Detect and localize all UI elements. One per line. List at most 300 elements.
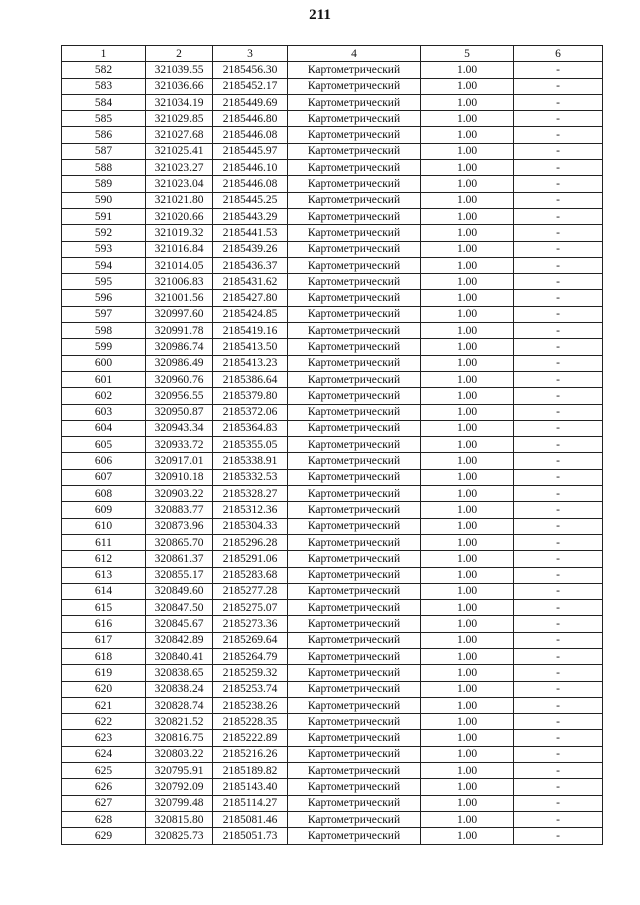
note-cell: - (514, 241, 603, 257)
x-coordinate-cell: 321016.84 (146, 241, 213, 257)
table-row (62, 600, 603, 616)
y-coordinate-cell: 2185238.26 (213, 697, 288, 713)
x-coordinate-cell: 321001.56 (146, 290, 213, 306)
x-coordinate-cell: 321006.83 (146, 274, 213, 290)
accuracy-cell: 1.00 (421, 241, 514, 257)
note-cell: - (514, 795, 603, 811)
note-cell: - (514, 355, 603, 371)
x-coordinate-cell: 320795.91 (146, 763, 213, 779)
accuracy-cell: 1.00 (421, 714, 514, 730)
y-coordinate-cell: 2185296.28 (213, 534, 288, 550)
table-row (62, 371, 603, 387)
y-coordinate-cell: 2185264.79 (213, 648, 288, 664)
point-number-cell: 601 (62, 371, 146, 387)
y-coordinate-cell: 2185277.28 (213, 583, 288, 599)
page-number: 211 (309, 7, 331, 23)
table-row (62, 208, 603, 224)
y-coordinate-cell: 2185328.27 (213, 486, 288, 502)
note-cell: - (514, 697, 603, 713)
table-row (62, 469, 603, 485)
note-cell: - (514, 62, 603, 78)
y-coordinate-cell: 2185372.06 (213, 404, 288, 420)
column-header-3: 3 (213, 46, 288, 62)
column-header-6: 6 (514, 46, 603, 62)
point-number-cell: 592 (62, 225, 146, 241)
table-row (62, 534, 603, 550)
y-coordinate-cell: 2185275.07 (213, 600, 288, 616)
x-coordinate-cell: 320821.52 (146, 714, 213, 730)
accuracy-cell: 1.00 (421, 404, 514, 420)
note-cell: - (514, 225, 603, 241)
note-cell: - (514, 681, 603, 697)
accuracy-cell: 1.00 (421, 746, 514, 762)
note-cell: - (514, 567, 603, 583)
accuracy-cell: 1.00 (421, 274, 514, 290)
point-number-cell: 610 (62, 518, 146, 534)
table-row (62, 616, 603, 632)
y-coordinate-cell: 2185446.08 (213, 127, 288, 143)
y-coordinate-cell: 2185445.25 (213, 192, 288, 208)
point-number-cell: 608 (62, 486, 146, 502)
table-row (62, 111, 603, 127)
point-number-cell: 621 (62, 697, 146, 713)
method-cell: Картометрический (288, 763, 421, 779)
table-row (62, 779, 603, 795)
note-cell: - (514, 665, 603, 681)
method-cell: Картометрический (288, 534, 421, 550)
point-number-cell: 607 (62, 469, 146, 485)
method-cell: Картометрический (288, 371, 421, 387)
point-number-cell: 618 (62, 648, 146, 664)
note-cell: - (514, 388, 603, 404)
point-number-cell: 609 (62, 502, 146, 518)
x-coordinate-cell: 321039.55 (146, 62, 213, 78)
x-coordinate-cell: 320903.22 (146, 486, 213, 502)
y-coordinate-cell: 2185419.16 (213, 323, 288, 339)
y-coordinate-cell: 2185364.83 (213, 420, 288, 436)
x-coordinate-cell: 320815.80 (146, 811, 213, 827)
note-cell: - (514, 730, 603, 746)
note-cell: - (514, 94, 603, 110)
y-coordinate-cell: 2185446.80 (213, 111, 288, 127)
coordinates-table (61, 45, 603, 845)
point-number-cell: 606 (62, 453, 146, 469)
note-cell: - (514, 600, 603, 616)
point-number-cell: 585 (62, 111, 146, 127)
method-cell: Картометрический (288, 648, 421, 664)
table-row (62, 290, 603, 306)
column-header-4: 4 (288, 46, 421, 62)
table-row (62, 746, 603, 762)
accuracy-cell: 1.00 (421, 730, 514, 746)
accuracy-cell: 1.00 (421, 795, 514, 811)
y-coordinate-cell: 2185253.74 (213, 681, 288, 697)
table-row (62, 62, 603, 78)
point-number-cell: 613 (62, 567, 146, 583)
table-row (62, 648, 603, 664)
method-cell: Картометрический (288, 828, 421, 844)
method-cell: Картометрический (288, 469, 421, 485)
accuracy-cell: 1.00 (421, 143, 514, 159)
table-row (62, 811, 603, 827)
note-cell: - (514, 257, 603, 273)
x-coordinate-cell: 320943.34 (146, 420, 213, 436)
point-number-cell: 586 (62, 127, 146, 143)
method-cell: Картометрический (288, 388, 421, 404)
point-number-cell: 622 (62, 714, 146, 730)
accuracy-cell: 1.00 (421, 111, 514, 127)
accuracy-cell: 1.00 (421, 208, 514, 224)
accuracy-cell: 1.00 (421, 192, 514, 208)
point-number-cell: 589 (62, 176, 146, 192)
x-coordinate-cell: 320986.49 (146, 355, 213, 371)
y-coordinate-cell: 2185446.10 (213, 160, 288, 176)
note-cell: - (514, 486, 603, 502)
point-number-cell: 629 (62, 828, 146, 844)
note-cell: - (514, 437, 603, 453)
method-cell: Картометрический (288, 681, 421, 697)
table-row (62, 583, 603, 599)
x-coordinate-cell: 320845.67 (146, 616, 213, 632)
point-number-cell: 623 (62, 730, 146, 746)
accuracy-cell: 1.00 (421, 78, 514, 94)
y-coordinate-cell: 2185441.53 (213, 225, 288, 241)
y-coordinate-cell: 2185291.06 (213, 551, 288, 567)
method-cell: Картометрический (288, 241, 421, 257)
accuracy-cell: 1.00 (421, 681, 514, 697)
point-number-cell: 615 (62, 600, 146, 616)
point-number-cell: 588 (62, 160, 146, 176)
x-coordinate-cell: 320803.22 (146, 746, 213, 762)
note-cell: - (514, 143, 603, 159)
x-coordinate-cell: 320842.89 (146, 632, 213, 648)
method-cell: Картометрический (288, 143, 421, 159)
table-row (62, 518, 603, 534)
point-number-cell: 599 (62, 339, 146, 355)
y-coordinate-cell: 2185081.46 (213, 811, 288, 827)
method-cell: Картометрический (288, 127, 421, 143)
y-coordinate-cell: 2185386.64 (213, 371, 288, 387)
accuracy-cell: 1.00 (421, 306, 514, 322)
table-row (62, 632, 603, 648)
table-row (62, 828, 603, 844)
table-row (62, 355, 603, 371)
accuracy-cell: 1.00 (421, 534, 514, 550)
note-cell: - (514, 208, 603, 224)
point-number-cell: 625 (62, 763, 146, 779)
accuracy-cell: 1.00 (421, 763, 514, 779)
table-row (62, 257, 603, 273)
table-row (62, 176, 603, 192)
note-cell: - (514, 274, 603, 290)
x-coordinate-cell: 320991.78 (146, 323, 213, 339)
x-coordinate-cell: 320883.77 (146, 502, 213, 518)
note-cell: - (514, 306, 603, 322)
y-coordinate-cell: 2185259.32 (213, 665, 288, 681)
x-coordinate-cell: 320956.55 (146, 388, 213, 404)
point-number-cell: 598 (62, 323, 146, 339)
x-coordinate-cell: 320910.18 (146, 469, 213, 485)
note-cell: - (514, 469, 603, 485)
note-cell: - (514, 404, 603, 420)
accuracy-cell: 1.00 (421, 323, 514, 339)
x-coordinate-cell: 320825.73 (146, 828, 213, 844)
accuracy-cell: 1.00 (421, 420, 514, 436)
method-cell: Картометрический (288, 404, 421, 420)
accuracy-cell: 1.00 (421, 469, 514, 485)
table-row (62, 665, 603, 681)
accuracy-cell: 1.00 (421, 388, 514, 404)
note-cell: - (514, 828, 603, 844)
y-coordinate-cell: 2185424.85 (213, 306, 288, 322)
note-cell: - (514, 111, 603, 127)
y-coordinate-cell: 2185189.82 (213, 763, 288, 779)
point-number-cell: 593 (62, 241, 146, 257)
method-cell: Картометрический (288, 600, 421, 616)
table-row (62, 730, 603, 746)
table-row (62, 404, 603, 420)
accuracy-cell: 1.00 (421, 486, 514, 502)
point-number-cell: 594 (62, 257, 146, 273)
table-row (62, 795, 603, 811)
accuracy-cell: 1.00 (421, 453, 514, 469)
x-coordinate-cell: 320873.96 (146, 518, 213, 534)
y-coordinate-cell: 2185449.69 (213, 94, 288, 110)
y-coordinate-cell: 2185216.26 (213, 746, 288, 762)
accuracy-cell: 1.00 (421, 437, 514, 453)
accuracy-cell: 1.00 (421, 665, 514, 681)
table-row (62, 225, 603, 241)
y-coordinate-cell: 2185304.33 (213, 518, 288, 534)
point-number-cell: 627 (62, 795, 146, 811)
accuracy-cell: 1.00 (421, 290, 514, 306)
note-cell: - (514, 763, 603, 779)
y-coordinate-cell: 2185222.89 (213, 730, 288, 746)
method-cell: Картометрический (288, 811, 421, 827)
x-coordinate-cell: 320847.50 (146, 600, 213, 616)
x-coordinate-cell: 320838.65 (146, 665, 213, 681)
y-coordinate-cell: 2185413.23 (213, 355, 288, 371)
table-body (62, 62, 603, 844)
method-cell: Картометрический (288, 779, 421, 795)
table-row (62, 94, 603, 110)
accuracy-cell: 1.00 (421, 583, 514, 599)
note-cell: - (514, 453, 603, 469)
method-cell: Картометрический (288, 583, 421, 599)
y-coordinate-cell: 2185443.29 (213, 208, 288, 224)
accuracy-cell: 1.00 (421, 551, 514, 567)
table-row (62, 681, 603, 697)
y-coordinate-cell: 2185436.37 (213, 257, 288, 273)
table-row (62, 160, 603, 176)
method-cell: Картометрический (288, 730, 421, 746)
table-row (62, 437, 603, 453)
note-cell: - (514, 339, 603, 355)
note-cell: - (514, 371, 603, 387)
table-row (62, 388, 603, 404)
note-cell: - (514, 779, 603, 795)
method-cell: Картометрический (288, 208, 421, 224)
accuracy-cell: 1.00 (421, 257, 514, 273)
accuracy-cell: 1.00 (421, 616, 514, 632)
y-coordinate-cell: 2185273.36 (213, 616, 288, 632)
y-coordinate-cell: 2185269.64 (213, 632, 288, 648)
method-cell: Картометрический (288, 665, 421, 681)
method-cell: Картометрический (288, 339, 421, 355)
y-coordinate-cell: 2185427.80 (213, 290, 288, 306)
accuracy-cell: 1.00 (421, 567, 514, 583)
method-cell: Картометрический (288, 94, 421, 110)
x-coordinate-cell: 320933.72 (146, 437, 213, 453)
accuracy-cell: 1.00 (421, 697, 514, 713)
y-coordinate-cell: 2185283.68 (213, 567, 288, 583)
note-cell: - (514, 127, 603, 143)
y-coordinate-cell: 2185338.91 (213, 453, 288, 469)
x-coordinate-cell: 320950.87 (146, 404, 213, 420)
method-cell: Картометрический (288, 62, 421, 78)
x-coordinate-cell: 320840.41 (146, 648, 213, 664)
accuracy-cell: 1.00 (421, 371, 514, 387)
point-number-cell: 614 (62, 583, 146, 599)
accuracy-cell: 1.00 (421, 62, 514, 78)
method-cell: Картометрический (288, 795, 421, 811)
table-row (62, 551, 603, 567)
note-cell: - (514, 420, 603, 436)
y-coordinate-cell: 2185228.35 (213, 714, 288, 730)
method-cell: Картометрический (288, 632, 421, 648)
method-cell: Картометрический (288, 616, 421, 632)
point-number-cell: 595 (62, 274, 146, 290)
method-cell: Картометрический (288, 486, 421, 502)
method-cell: Картометрический (288, 176, 421, 192)
accuracy-cell: 1.00 (421, 600, 514, 616)
table-row (62, 339, 603, 355)
table-row (62, 420, 603, 436)
method-cell: Картометрический (288, 551, 421, 567)
x-coordinate-cell: 320838.24 (146, 681, 213, 697)
accuracy-cell: 1.00 (421, 355, 514, 371)
accuracy-cell: 1.00 (421, 127, 514, 143)
table-row (62, 127, 603, 143)
method-cell: Картометрический (288, 518, 421, 534)
point-number-cell: 583 (62, 78, 146, 94)
accuracy-cell: 1.00 (421, 160, 514, 176)
method-cell: Картометрический (288, 437, 421, 453)
x-coordinate-cell: 321023.04 (146, 176, 213, 192)
point-number-cell: 584 (62, 94, 146, 110)
note-cell: - (514, 290, 603, 306)
point-number-cell: 624 (62, 746, 146, 762)
note-cell: - (514, 714, 603, 730)
method-cell: Картометрический (288, 420, 421, 436)
accuracy-cell: 1.00 (421, 502, 514, 518)
y-coordinate-cell: 2185312.36 (213, 502, 288, 518)
point-number-cell: 628 (62, 811, 146, 827)
accuracy-cell: 1.00 (421, 811, 514, 827)
x-coordinate-cell: 320792.09 (146, 779, 213, 795)
y-coordinate-cell: 2185452.17 (213, 78, 288, 94)
note-cell: - (514, 502, 603, 518)
y-coordinate-cell: 2185355.05 (213, 437, 288, 453)
note-cell: - (514, 632, 603, 648)
note-cell: - (514, 192, 603, 208)
note-cell: - (514, 323, 603, 339)
note-cell: - (514, 160, 603, 176)
point-number-cell: 617 (62, 632, 146, 648)
note-cell: - (514, 551, 603, 567)
y-coordinate-cell: 2185114.27 (213, 795, 288, 811)
table-row (62, 241, 603, 257)
note-cell: - (514, 648, 603, 664)
table-row (62, 78, 603, 94)
table-row (62, 714, 603, 730)
x-coordinate-cell: 320816.75 (146, 730, 213, 746)
x-coordinate-cell: 321034.19 (146, 94, 213, 110)
method-cell: Картометрический (288, 502, 421, 518)
accuracy-cell: 1.00 (421, 648, 514, 664)
point-number-cell: 596 (62, 290, 146, 306)
table-row (62, 143, 603, 159)
note-cell: - (514, 176, 603, 192)
y-coordinate-cell: 2185446.08 (213, 176, 288, 192)
column-header-2: 2 (146, 46, 213, 62)
method-cell: Картометрический (288, 453, 421, 469)
x-coordinate-cell: 320855.17 (146, 567, 213, 583)
x-coordinate-cell: 321036.66 (146, 78, 213, 94)
point-number-cell: 590 (62, 192, 146, 208)
y-coordinate-cell: 2185413.50 (213, 339, 288, 355)
table-row (62, 567, 603, 583)
point-number-cell: 591 (62, 208, 146, 224)
x-coordinate-cell: 321023.27 (146, 160, 213, 176)
table-row (62, 486, 603, 502)
x-coordinate-cell: 320986.74 (146, 339, 213, 355)
method-cell: Картометрический (288, 257, 421, 273)
table-row (62, 763, 603, 779)
note-cell: - (514, 616, 603, 632)
method-cell: Картометрический (288, 274, 421, 290)
x-coordinate-cell: 321029.85 (146, 111, 213, 127)
point-number-cell: 604 (62, 420, 146, 436)
x-coordinate-cell: 320828.74 (146, 697, 213, 713)
y-coordinate-cell: 2185445.97 (213, 143, 288, 159)
table-row (62, 306, 603, 322)
y-coordinate-cell: 2185379.80 (213, 388, 288, 404)
table-row (62, 323, 603, 339)
note-cell: - (514, 746, 603, 762)
point-number-cell: 600 (62, 355, 146, 371)
accuracy-cell: 1.00 (421, 518, 514, 534)
note-cell: - (514, 518, 603, 534)
accuracy-cell: 1.00 (421, 779, 514, 795)
method-cell: Картометрический (288, 290, 421, 306)
method-cell: Картометрический (288, 697, 421, 713)
x-coordinate-cell: 320865.70 (146, 534, 213, 550)
point-number-cell: 612 (62, 551, 146, 567)
method-cell: Картометрический (288, 567, 421, 583)
accuracy-cell: 1.00 (421, 176, 514, 192)
method-cell: Картометрический (288, 78, 421, 94)
point-number-cell: 602 (62, 388, 146, 404)
table-header-row (62, 46, 603, 62)
x-coordinate-cell: 321020.66 (146, 208, 213, 224)
point-number-cell: 616 (62, 616, 146, 632)
x-coordinate-cell: 321021.80 (146, 192, 213, 208)
note-cell: - (514, 811, 603, 827)
x-coordinate-cell: 320799.48 (146, 795, 213, 811)
accuracy-cell: 1.00 (421, 339, 514, 355)
point-number-cell: 587 (62, 143, 146, 159)
